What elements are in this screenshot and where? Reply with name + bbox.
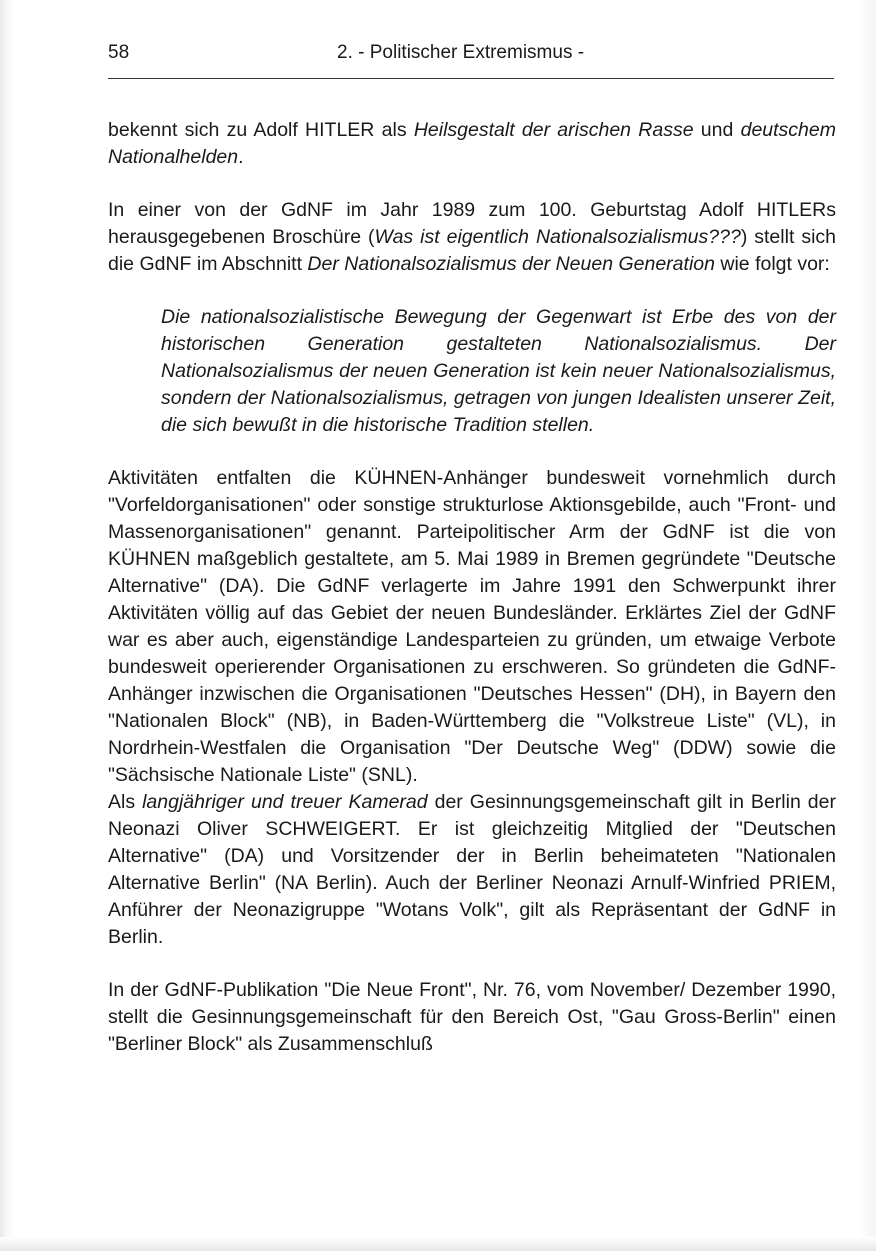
italic-run: langjähriger und treuer Kamerad [142, 791, 428, 813]
paragraph-1 [108, 117, 836, 171]
italic-run: Heilsgestalt der arischen Rasse [413, 119, 694, 141]
body-text [108, 117, 836, 1058]
paragraph-3: Aktivitäten entfalten die KÜHNEN-Anhänger bundesweit vornehmlich durch "Vorfeldorganisationen" oder sonstige strukturlose Aktionsgebilde, auch "Front- und Massenorganisationen" genannt. Parteipolitischer Arm der GdNF ist die von KÜHNEN maßgeblich gestaltete, am 5. Mai 1989 in Bremen gegründete "Deutsche Alternative" (DA). Die GdNF verlagerte im Jahre 1991 den Schwerpunkt ihrer Aktivitäten völlig auf das Gebiet der neuen Bundesländer. Erklärtes Ziel der GdNF war es aber auch, eigenständige Landesparteien zu gründen, um etwaige Verbote bundesweit operierender Organisationen zu erschweren. So gründeten die GdNF-Anhänger inzwischen die Organisationen "Deutsches Hessen" (DH), in Bayern den "Nationalen Block" (NB), in Baden-Württemberg die "Volkstreue Liste" (VL), in Nordrhein-Westfalen die Organisation "Der Deutsche Weg" (DDW) sowie die "Sächsische Nationale Liste" (SNL). [108, 467, 836, 786]
block-quote: Die nationalsozialistische Bewegung der Gegenwart ist Erbe des von der historischen Generation gestalteten Nationalsozialismus. Der Nationalsozialismus der neuen Generation ist kein neuer Nationalsozialismus, sondern der Nationalsozialismus, getragen von jungen Idealisten unserer Zeit, die sich bewußt in die historische Tradition stellen. [161, 306, 836, 436]
text-run: und [693, 119, 741, 141]
text-run: der Gesinnungsgemeinschaft gilt in Berlin der Neonazi Oliver SCHWEIGERT. Er ist gleichzeitig Mitglied der "Deutschen Alternative" (DA) und Vorsitzender der in Berlin beheimateten "Nationalen Alternative Berlin" (NA Berlin). Auch der Berliner Neonazi Arnulf-Winfried PRIEM, Anführer der Neonazigruppe "Wotans Volk", gilt als Repräsentant der GdNF in Berlin. [108, 791, 836, 948]
paragraph-gap [108, 171, 836, 197]
italic-run: Der Nationalsozialismus der Neuen Generation [307, 253, 715, 275]
paragraph-gap [108, 951, 836, 977]
italic-run: Was ist eigentlich Nationalsozialismus??? [374, 226, 741, 248]
text-run: bekennt sich zu Adolf HITLER als [108, 119, 414, 141]
text-run: . [238, 146, 244, 168]
header-rule [108, 78, 834, 79]
paragraph-2 [108, 197, 836, 278]
paragraph-4 [108, 789, 836, 951]
text-run: wie folgt vor: [714, 253, 830, 275]
page-edge-shadow [0, 1237, 876, 1251]
paragraph-5: In der GdNF-Publikation "Die Neue Front", Nr. 76, vom November/ Dezember 1990, stellt die Gesinnungsgemeinschaft für den Bereich Ost, "Gau Gross-Berlin" einen "Berliner Block" als Zusammenschluß [108, 979, 836, 1055]
page-number: 58 [108, 42, 130, 63]
text-run: ) stellt sich die GdNF im Abschnitt [108, 226, 836, 275]
italic-run: deutschem Nationalhelden [108, 119, 836, 168]
paragraph-gap [108, 278, 836, 304]
page-header [108, 36, 834, 68]
text-run: Als [108, 791, 143, 813]
text-run: In einer von der GdNF im Jahr 1989 zum 100. Geburtstag Adolf HITLERs herausgegebenen Broschüre ( [108, 199, 836, 248]
running-head: 2. - Politischer Extremismus - [337, 42, 585, 63]
paragraph-gap [108, 439, 836, 465]
